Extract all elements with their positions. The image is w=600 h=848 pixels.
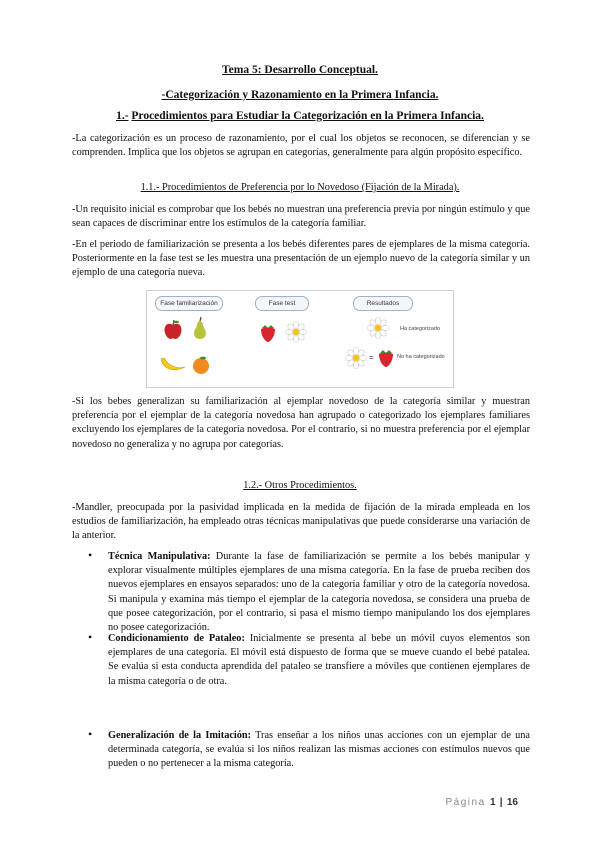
footer-page-number: 1	[489, 797, 496, 808]
result-not-categorized-label: No ha categorizado	[397, 354, 445, 360]
categorization-figure	[146, 290, 454, 388]
section-1-1-heading: 1.1.- Procedimientos de Preferencia por lo Novedoso (Fijación de la Mirada).	[140, 182, 460, 193]
bullet-marker: •	[88, 727, 93, 741]
bullet-text: Durante la fase de familiarización se permite a los bebés manipular y explorar visualmente múltiples ejemplares de una misma categoría. En la fase de prueba reciben dos nuevos ejemplares en ensayos separados: uno de la categoría familiar y otro de la categoría novedosa. Si manipula y examina más tiempo el ejemplar de la categoría novedosa, se considera una prueba de que posee categorización, por el contrario, si pasa el mismo tiempo manipulando los dos ejemplares no posee categorización.	[108, 551, 530, 634]
bullet-imitation-generalization	[108, 729, 530, 772]
bullet-term: Condicionamiento de Pataleo:	[108, 633, 245, 644]
section-1-2-intro: -Mandler, preocupada por la pasividad implicada en la medida de fijación de la mirada empleada en los estudios de familiarización, ha empleado otras técnicas manipulativas que puede considerarse una variación de la anterior.	[72, 502, 530, 542]
section-1-heading-text: Procedimientos para Estudiar la Categorización en la Primera Infancia.	[131, 110, 484, 122]
apple-icon	[163, 319, 183, 341]
result-equals-sign: =	[369, 353, 374, 362]
bullet-term: Técnica Manipulativa:	[108, 551, 211, 562]
bullet-text: Inicialmente se presenta al bebe un móvil cuyos elementos son ejemplares de una categoría. El móvil está dispuesto de forma que se mueve cuando el bebé patalea. Se evalúa si esta conducta aprendida del pataleo se transfiere a móviles que contienen ejemplares de la misma categoría o de otra.	[108, 633, 530, 687]
section-1-1-paragraph-3: -Si los bebes generalizan su familiarización al ejemplar novedoso de la categoría similar y muestran preferencia por el ejemplar de la categoría novedosa han agrupado o categorizado los ejemplares familiares excluyendo los ejemplares de la categoría novedosa. Por el contrario, si no muestra preferencia por el ejemplar novedoso no generaliza y no agrupa por categorías.	[72, 396, 530, 450]
bullet-marker: •	[88, 630, 93, 644]
orange-icon	[191, 355, 211, 375]
document-subtitle: -Categorización y Razonamiento en la Primera Infancia.	[161, 89, 439, 101]
figure-label-familiarization: Fase familiarización	[155, 296, 223, 311]
page-footer	[446, 797, 518, 808]
result-categorized-label: Ha categorizado	[400, 326, 441, 332]
section-1-heading	[0, 110, 600, 122]
bullet-text: Tras enseñar a los niños unas acciones con un ejemplar de una determinada categoría, se evalúa si los niños realizan las mismas acciones con estímulos nuevos que pueden o no pertenecer a la misma categoría.	[108, 730, 530, 770]
bullet-marker: •	[88, 548, 93, 562]
bullet-kick-conditioning	[108, 632, 530, 689]
bullet-manipulative-technique	[108, 550, 530, 635]
section-1-1-paragraph-2: -En el periodo de familiarización se presenta a los bebés diferentes pares de ejemplares de la misma categoría. Posteriormente en la fase test se les muestra una presentación de un ejemplo nuevo de la categoría similar y un ejemplo de una categoría nueva.	[72, 239, 530, 279]
footer-total-pages: 16	[506, 797, 518, 808]
section-1-1-paragraph-1: -Un requisito inicial es comprobar que los bebés no muestran una preferencia previa por ningún estímulo y que sean capaces de discriminar entre los estímulos de la categoría familiar.	[72, 204, 530, 230]
bullet-term: Generalización de la Imitación:	[108, 730, 252, 741]
strawberry-icon	[259, 323, 277, 343]
daisy-icon	[285, 321, 307, 343]
daisy-result-2-icon	[345, 347, 367, 369]
section-1-intro: -La categorización es un proceso de razonamiento, por el cual los objetos se reconocen, se diferencian y se comprenden. Implica que los objetos se agrupan en categorías, generalmente para algún propósito específico.	[72, 133, 530, 159]
footer-page-word: Página	[445, 797, 486, 808]
figure-label-results: Resultados	[353, 296, 413, 311]
section-1-2-heading: 1.2.- Otros Procedimientos.	[243, 480, 357, 491]
strawberry-result-icon	[377, 348, 395, 368]
daisy-result-icon	[367, 317, 389, 339]
footer-separator: |	[499, 797, 503, 808]
document-title: Tema 5: Desarrollo Conceptual.	[222, 64, 378, 76]
section-1-number: 1.-	[116, 110, 129, 122]
banana-icon	[159, 355, 187, 375]
figure-label-test: Fase test	[255, 296, 309, 311]
pear-icon	[191, 317, 209, 341]
